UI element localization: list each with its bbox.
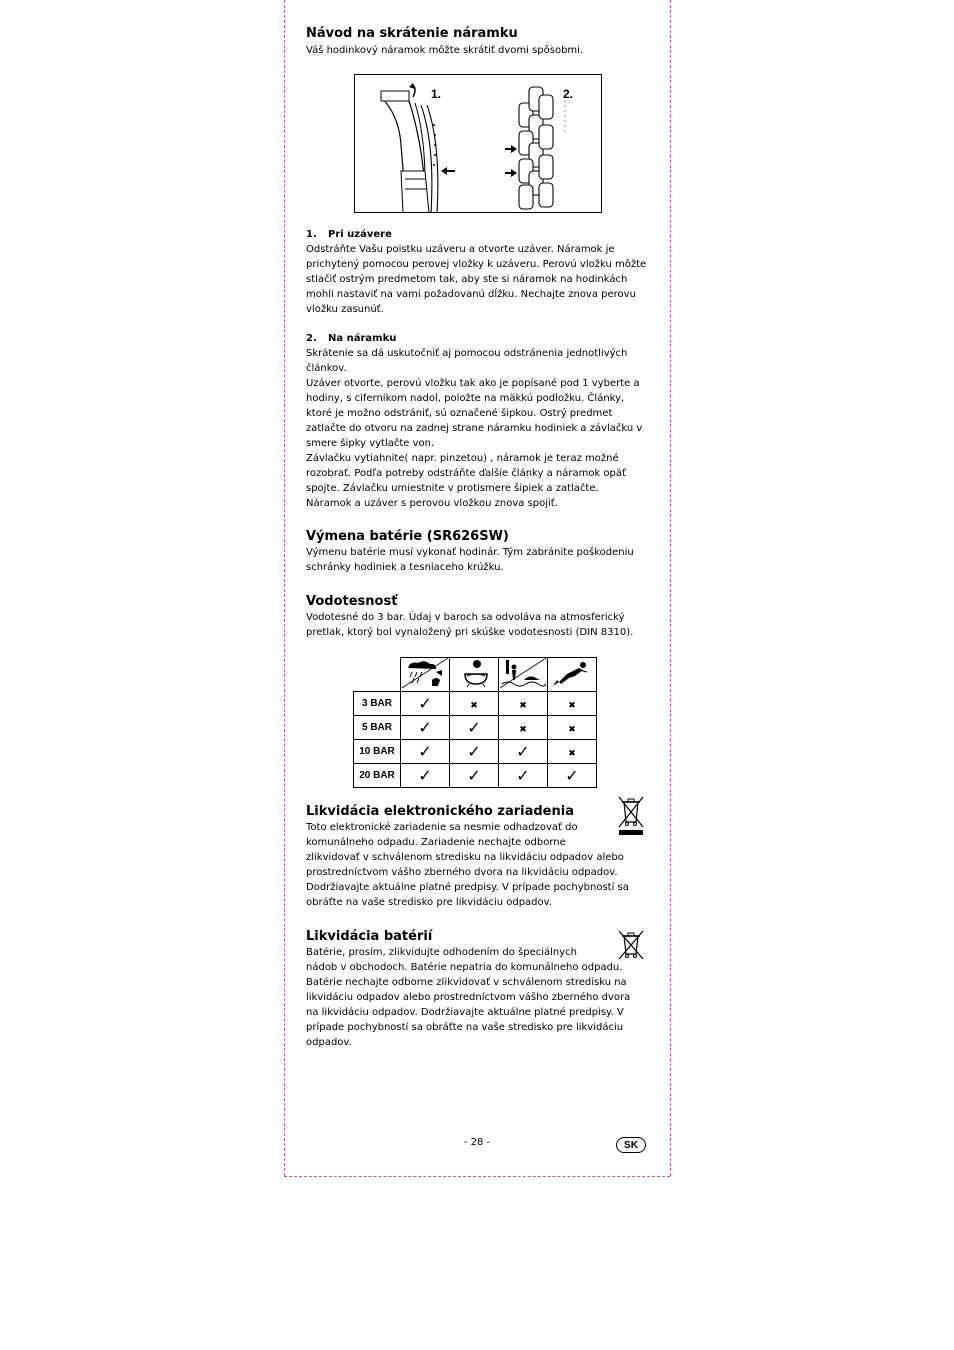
battery-disposal-line: na likvidáciu odpadov. Dodržiavajte aktuálne platné predpisy. V: [306, 1007, 624, 1018]
step-2-line: rozobrať. Podľa potreby odstráňte ďalšie články a náramok opäť: [306, 468, 626, 479]
disposal-line: Dodržiavajte aktuálne platné predpisy. V prípade pochybností sa: [306, 882, 629, 893]
table-row: [354, 692, 597, 716]
step-2-line: článkov.: [306, 363, 347, 374]
water-section: [306, 594, 648, 640]
row-label: 10 BAR: [354, 740, 401, 764]
strap-step-1: [306, 228, 648, 317]
disposal-line: Toto elektronické zariadenie sa nesmie odhadzovať do: [306, 822, 578, 833]
rating-cell: [450, 692, 499, 716]
row-label: 20 BAR: [354, 764, 401, 788]
battery-bin-icon: [616, 928, 646, 964]
rating-cell: [450, 716, 499, 740]
battery-disposal-line: prípade pochybností sa obráťte na vaše stredisko pre likvidáciu: [306, 1022, 624, 1033]
cross-icon: ✖: [519, 724, 527, 735]
strap-step-2: [306, 332, 648, 511]
check-icon: ✓: [467, 742, 481, 761]
rating-cell: [499, 692, 548, 716]
disposal-section: [306, 804, 629, 910]
language-badge: SK: [616, 1137, 646, 1153]
step-1-line: Odstráňte Vašu poistku uzáveru a otvorte uzáver. Náramok je: [306, 244, 615, 255]
step-1-line: prichytený pomocou perovej vložky k uzáveru. Perovú vložku môžte: [306, 259, 647, 270]
cross-icon: ✖: [568, 700, 576, 711]
step-2-line: smere šipky vytlačte von.: [306, 438, 435, 449]
battery-disposal-title: Likvidácia batérií: [306, 929, 433, 944]
step-2-line: Náramok a uzáver s perovou vložkou znova spojiť.: [306, 498, 558, 509]
trim-line-bottom: [284, 1176, 670, 1177]
battery-disposal-line: Batérie nechajte odborne zlikvidovať v schválenom stredisku na: [306, 977, 627, 988]
battery-section-title: Výmena batérie (SR626SW): [306, 529, 509, 544]
step-2-line: spojte. Závlačku umiestnite v protismere šipiek a zatlačte.: [306, 483, 599, 494]
row-label: 3 BAR: [354, 692, 401, 716]
disposal-section-title: Likvidácia elektronického zariadenia: [306, 804, 574, 819]
cross-icon: ✖: [519, 700, 527, 711]
battery-line: schránky hodiniek a tesniaceho krúžku.: [306, 562, 504, 573]
check-icon: ✓: [516, 742, 530, 761]
step-1-number: 1.: [306, 229, 317, 240]
check-icon: ✓: [418, 766, 432, 785]
water-section-title: Vodotesnosť: [306, 594, 398, 609]
disposal-line: komunálneho odpadu. Zariadenie nechajte odborne: [306, 837, 566, 848]
rating-cell: [450, 764, 499, 788]
step-2-line: zatlačte do otvoru na zadnej strane náramku hodiniek a závlačku v: [306, 423, 643, 434]
rating-cell: [401, 764, 450, 788]
step-2-line: Uzáver otvorte, perovú vložku tak ako je popísané pod 1 vyberte a: [306, 378, 640, 389]
cross-icon: ✖: [470, 700, 478, 711]
rating-cell: [499, 740, 548, 764]
table-row: [354, 740, 597, 764]
check-icon: ✓: [418, 718, 432, 737]
step-1-title: Pri uzávere: [328, 229, 392, 240]
battery-disposal-line: Batérie, prosím, zlikvidujte odhodením do špeciálnych: [306, 947, 578, 958]
figure-label-1: 1.: [431, 87, 442, 101]
rating-cell: [499, 764, 548, 788]
diving-icon: [548, 658, 597, 692]
rating-cell: [401, 692, 450, 716]
battery-line: Výmenu batérie musí vykonať hodinár. Tým zabránite poškodeniu: [306, 547, 634, 558]
rating-cell: [401, 740, 450, 764]
battery-disposal-line: nádob v obchodoch. Batérie nepatria do komunálneho odpadu.: [306, 962, 623, 973]
strap-intro: Váš hodinkový náramok môžte skrátiť dvomi spôsobmi.: [306, 45, 584, 56]
rain-splash-icon: [401, 658, 450, 692]
step-2-line: ktoré je možno odstrániť, sú označené šipkou. Ostrý predmet: [306, 408, 613, 419]
table-header-row: [354, 658, 597, 692]
row-label: 5 BAR: [354, 716, 401, 740]
strap-illustration: [354, 74, 602, 213]
step-1-line: stlačiť ostrým predmetom tak, aby ste si náramok na hodinkách: [306, 274, 628, 285]
trim-line-left: [284, 0, 285, 1176]
check-icon: ✓: [418, 742, 432, 761]
table-corner: [354, 658, 401, 692]
swimming-icon: [499, 658, 548, 692]
check-icon: ✓: [418, 694, 432, 713]
bath-shower-icon: [450, 658, 499, 692]
rating-cell: [450, 740, 499, 764]
step-1-line: mohli nastaviť na vami požadovanú dĺžku. Nechajte znova perovu: [306, 289, 636, 300]
check-icon: ✓: [467, 718, 481, 737]
cross-icon: ✖: [568, 748, 576, 759]
step-2-heading: [306, 332, 648, 346]
check-icon: ✓: [516, 766, 530, 785]
rating-cell: [548, 716, 597, 740]
rating-cell: [548, 764, 597, 788]
check-icon: ✓: [565, 766, 579, 785]
trim-line-right: [670, 0, 671, 1176]
step-2-title: Na náramku: [328, 333, 397, 344]
table-row: [354, 764, 597, 788]
step-1-line: vložku zasunúť.: [306, 304, 384, 315]
water-resistance-table: [353, 657, 597, 788]
battery-disposal-line: likvidáciu odpadov alebo prostredníctvom vášho zberného dvora: [306, 992, 631, 1003]
disposal-line: zlikvidovať v schválenom stredisku na likvidáciu odpadov alebo: [306, 852, 624, 863]
battery-disposal-line: odpadov.: [306, 1037, 352, 1048]
weee-bin-icon: [616, 794, 646, 840]
step-1-heading: [306, 228, 648, 242]
step-2-line: hodiny, s ciferníkom nadol, položte na mäkkú podložku. Články,: [306, 393, 625, 404]
disposal-line: obráťte na vaše stredisko pre likvidáciu odpadov.: [306, 897, 552, 908]
step-2-number: 2.: [306, 333, 317, 344]
rating-cell: [548, 740, 597, 764]
battery-disposal-section: [306, 929, 631, 1050]
check-icon: ✓: [467, 766, 481, 785]
strap-section-header: [306, 26, 648, 58]
figure-label-2: 2.: [563, 87, 574, 101]
table-row: [354, 716, 597, 740]
water-line: Vodotesné do 3 bar. Údaj v baroch sa odvoláva na atmosferický: [306, 612, 625, 623]
rating-cell: [548, 692, 597, 716]
disposal-line: prostredníctvom vášho zberného dvora na likvidáciu odpadov.: [306, 867, 618, 878]
cross-icon: ✖: [568, 724, 576, 735]
battery-section: [306, 529, 648, 575]
rating-cell: [401, 716, 450, 740]
page-number: - 28 -: [463, 1137, 491, 1148]
step-2-line: Závlačku vytiahnite( napr. pinzetou) , náramok je teraz možné: [306, 453, 619, 464]
water-line: pretlak, ktorý bol vynaložený pri skúške vodotesnosti (DIN 8310).: [306, 627, 634, 638]
rating-cell: [499, 716, 548, 740]
step-2-line: Skrátenie sa dá uskutočniť aj pomocou odstránenia jednotlivých: [306, 348, 628, 359]
strap-section-title: Návod na skrátenie náramku: [306, 26, 518, 41]
